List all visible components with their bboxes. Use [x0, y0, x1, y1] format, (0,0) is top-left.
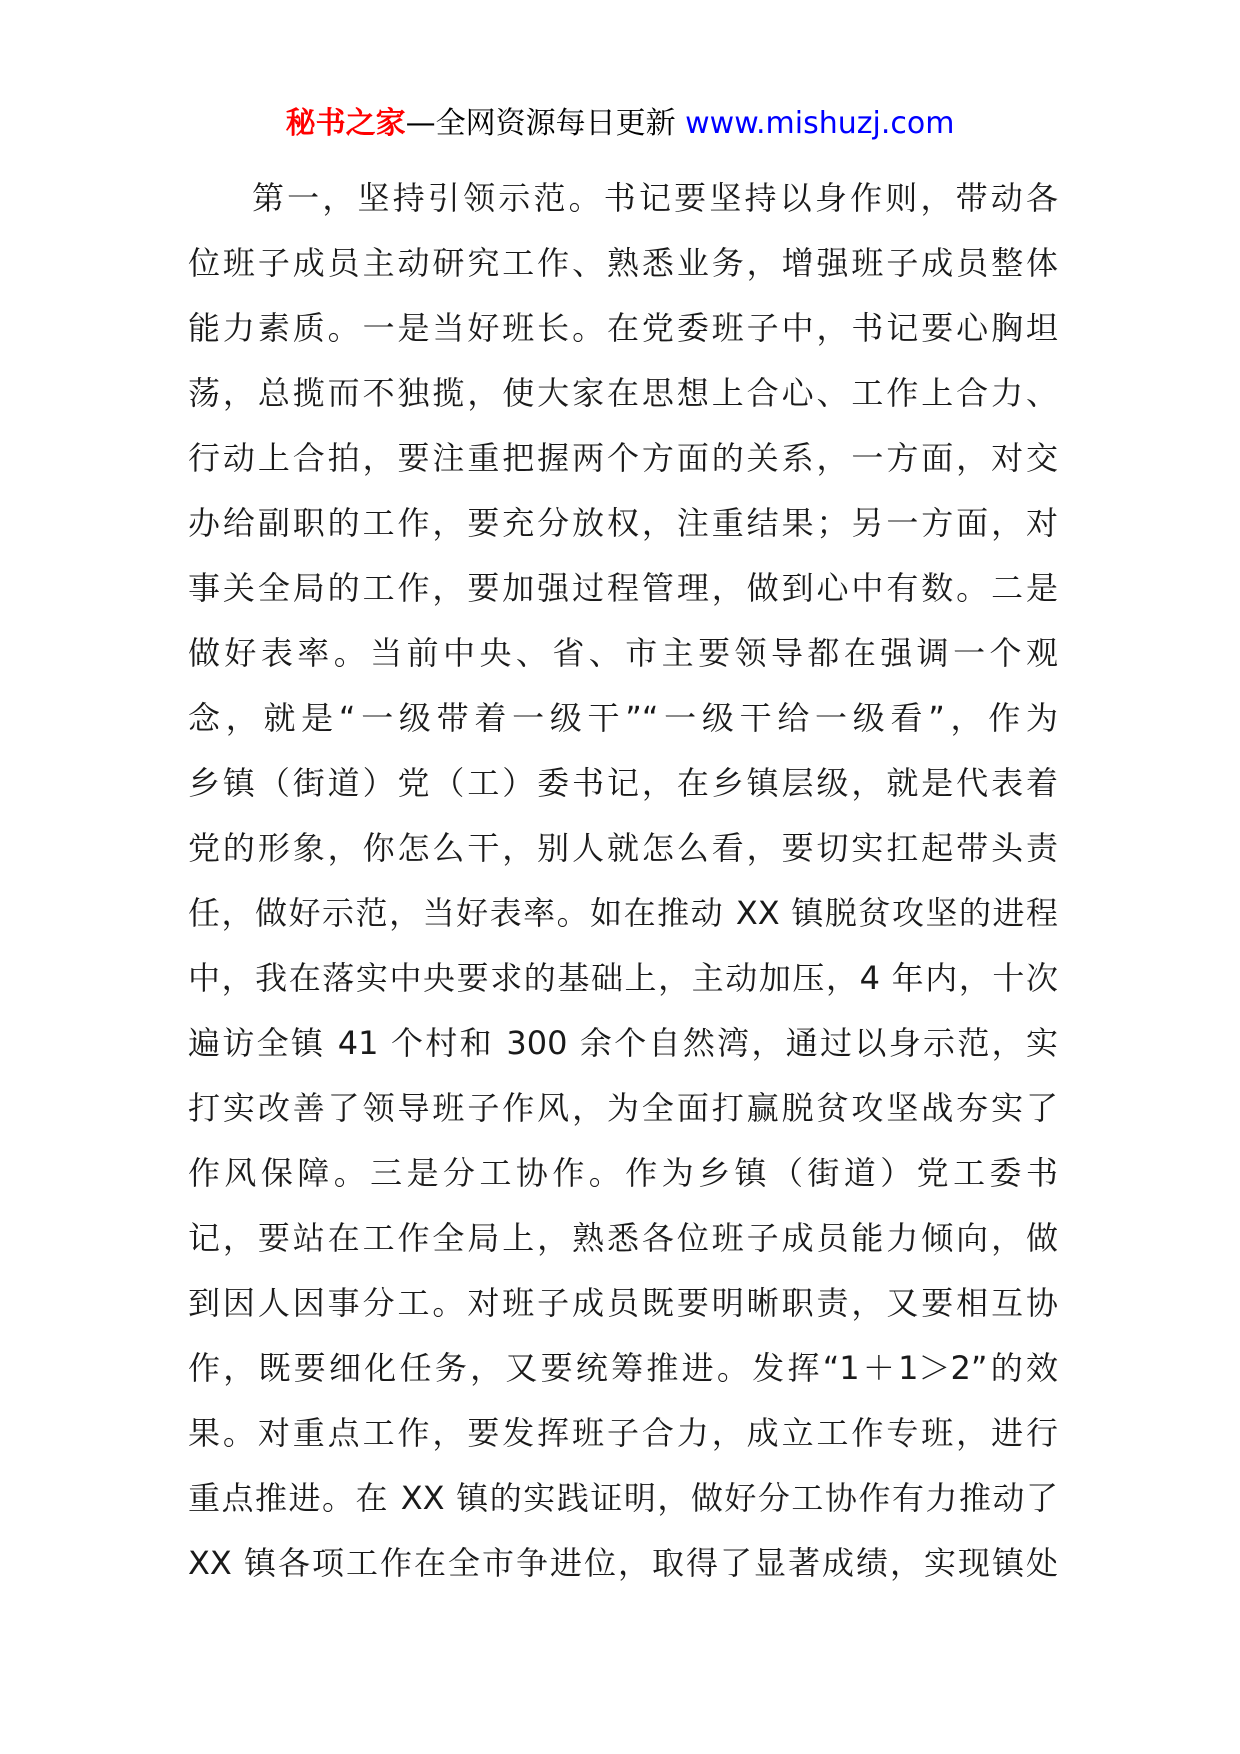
- paragraph-line: 行动上合拍，要注重把握两个方面的关系，一方面，对交: [188, 439, 1058, 477]
- paragraph-line: 乡镇（街道）党（工）委书记，在乡镇层级，就是代表着: [188, 764, 1058, 802]
- paragraph-line: 重点推进。在 XX 镇的实践证明，做好分工协作有力推动了: [188, 1479, 1058, 1517]
- paragraph-line: 到因人因事分工。对班子成员既要明晰职责，又要相互协: [188, 1284, 1058, 1322]
- paragraph-line: 打实改善了领导班子作风，为全面打赢脱贫攻坚战夯实了: [188, 1089, 1058, 1127]
- paragraph-line: 作风保障。三是分工协作。作为乡镇（街道）党工委书: [188, 1154, 1058, 1192]
- header-tagline: —全网资源每日更新: [405, 106, 676, 141]
- paragraph-line: 中，我在落实中央要求的基础上，主动加压，4 年内，十次: [188, 959, 1058, 997]
- paragraph-line: 事关全局的工作，要加强过程管理，做到心中有数。二是: [188, 569, 1058, 607]
- page-header: [0, 104, 1240, 144]
- site-url-link[interactable]: www.mishuzj.com: [685, 106, 955, 141]
- paragraph-line: 作，既要细化任务，又要统筹推进。发挥“1＋1＞2”的效: [188, 1349, 1058, 1387]
- paragraph-line: 任，做好示范，当好表率。如在推动 XX 镇脱贫攻坚的进程: [188, 894, 1058, 932]
- paragraph-line: 荡，总揽而不独揽，使大家在思想上合心、工作上合力、: [188, 374, 1058, 412]
- paragraph-line: 能力素质。一是当好班长。在党委班子中，书记要心胸坦: [188, 309, 1058, 347]
- paragraph-line: 念，就是“一级带着一级干”“一级干给一级看”，作为: [188, 699, 1058, 737]
- paragraph-line: 位班子成员主动研究工作、熟悉业务，增强班子成员整体: [188, 244, 1058, 282]
- paragraph-line: 办给副职的工作，要充分放权，注重结果；另一方面，对: [188, 504, 1058, 542]
- paragraph-line: XX 镇各项工作在全市争进位，取得了显著成绩，实现镇处: [188, 1544, 1058, 1582]
- paragraph-line: 党的形象，你怎么干，别人就怎么看，要切实扛起带头责: [188, 829, 1058, 867]
- brand-name: 秘书之家: [285, 106, 406, 141]
- paragraph-line: 记，要站在工作全局上，熟悉各位班子成员能力倾向，做: [188, 1219, 1058, 1257]
- paragraph-line: 做好表率。当前中央、省、市主要领导都在强调一个观: [188, 634, 1058, 672]
- document-body: [188, 166, 1058, 1596]
- paragraph-line: 遍访全镇 41 个村和 300 余个自然湾，通过以身示范，实: [188, 1024, 1058, 1062]
- paragraph-line: 第一，坚持引领示范。书记要坚持以身作则，带动各: [252, 179, 1058, 217]
- paragraph-line: 果。对重点工作，要发挥班子合力，成立工作专班，进行: [188, 1414, 1058, 1452]
